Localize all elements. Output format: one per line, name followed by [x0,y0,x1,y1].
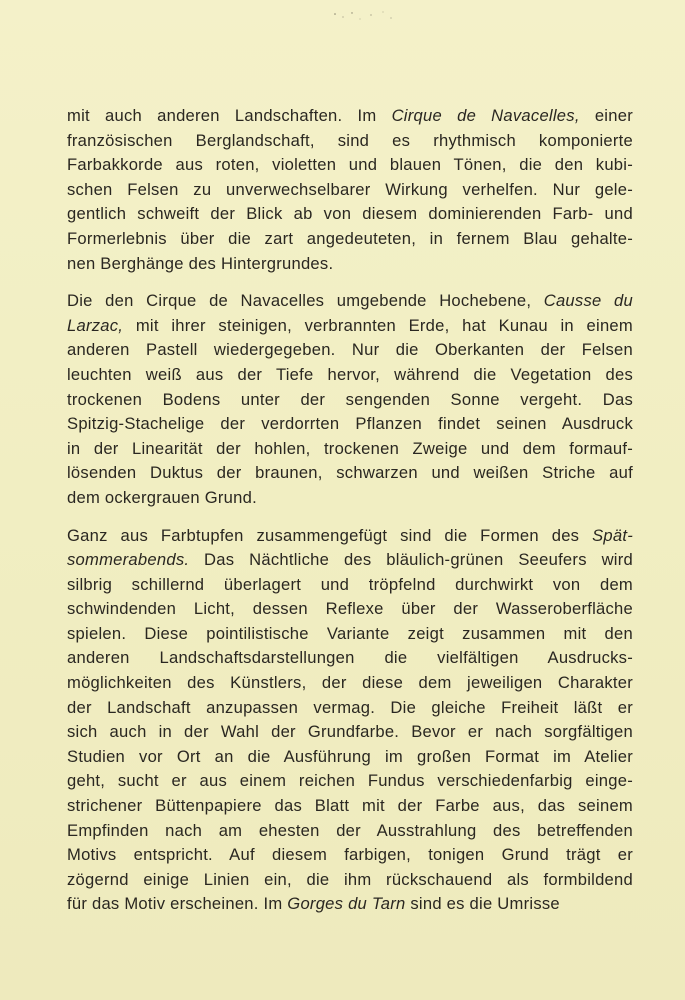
text-line [67,646,633,671]
text-segment: Ganz aus Farbtupfen zusammengefügt sind die Formen des [67,525,593,545]
paragraph [67,104,633,276]
text-line [67,314,633,339]
text-segment: silbrig schillernd überlagert und tröpfelnd durchwirkt von dem [67,574,633,594]
text-line [67,412,633,437]
text-line [67,622,633,647]
text-line [67,178,633,203]
paragraph [67,524,633,918]
text-segment: schen Felsen zu unverwechselbarer Wirkung verhelfen. Nur gele- [67,179,633,199]
text-segment: mit auch anderen Landschaften. Im [67,106,392,125]
text-segment: für das Motiv erscheinen. Im [67,894,288,914]
text-segment: möglichkeiten des Künstlers, der diese dem jeweiligen Charakter [67,673,633,693]
text-segment: Die den Cirque de Navacelles umgebende Hochebene, [67,291,544,311]
text-line [67,388,633,413]
text-segment: einer [579,106,633,125]
text-segment: lösenden Duktus der braunen, schwarzen und weißen Striche auf [67,463,633,483]
text-line [67,338,633,363]
text-segment: strichener Büttenpapiere das Blatt mit der Farbe aus, das seinem [67,796,633,816]
text-segment: Empfinden nach am ehesten der Ausstrahlung des betreffenden [67,820,633,840]
text-segment: Spitzig-Stachelige der verdorrten Pflanzen findet seinen Ausdruck [67,414,633,434]
text-line [67,892,633,917]
paragraph [67,289,633,510]
text-line [67,252,633,277]
text-line [67,745,633,770]
text-segment: spielen. Diese pointilistische Variante zeigt zusammen mit den [67,623,633,643]
text-line [67,104,633,129]
text-line [67,843,633,868]
text-segment: mit ihrer steinigen, verbrannten Erde, hat Kunau in einem [123,315,633,335]
text-line [67,548,633,573]
text-segment: Farbakkorde aus roten, violetten und blauen Tönen, die den kubi- [67,155,633,175]
text-line [67,819,633,844]
text-segment: zögernd einige Linien ein, die ihm rückschauend als formbildend [67,869,633,889]
text-line [67,227,633,252]
text-line [67,461,633,486]
text-line [67,597,633,622]
text-segment: trockenen Bodens unter der sengenden Sonne vergeht. Das [67,389,633,409]
text-line [67,696,633,721]
text-line [67,289,633,314]
text-segment: schwindenden Licht, dessen Reflexe über der Wasseroberfläche [67,599,633,619]
text-line [67,671,633,696]
text-segment: anderen Landschaftsdarstellungen die vielfältigen Ausdrucks- [67,648,633,668]
italic-title: Causse du [543,291,633,311]
text-segment: sich auch in der Wahl der Grundfarbe. Bevor er nach sorgfältigen [67,722,633,742]
paper-specks [325,8,405,24]
text-segment: geht, sucht er aus einem reichen Fundus verschiedenfarbig einge- [67,771,633,791]
text-line [67,573,633,598]
italic-title: Gorges du Tarn [287,894,406,914]
text-segment: Studien vor Ort an die Ausführung im großen Format im Atelier [67,746,633,766]
text-line [67,769,633,794]
text-segment: leuchten weiß aus der Tiefe hervor, während die Vegetation des [67,364,633,384]
text-segment: der Landschaft anzupassen vermag. Die gleiche Freiheit läßt er [67,697,633,717]
text-segment: Formerlebnis über die zart angedeuteten, in fernem Blau gehalte- [67,228,633,248]
text-line [67,868,633,893]
text-segment: anderen Pastell wiedergegeben. Nur die Oberkanten der Felsen [67,340,633,360]
text-segment: nen Berghänge des Hintergrundes. [67,253,334,273]
text-segment: gentlich schweift der Blick ab von diesem dominierenden Farb- und [67,204,633,224]
text-line [67,437,633,462]
italic-title: Larzac, [67,315,124,335]
text-line [67,720,633,745]
text-line [67,202,633,227]
body-text [67,104,633,930]
italic-title: sommerabends. [67,550,190,570]
text-line [67,486,633,511]
text-segment: Motivs entspricht. Auf diesem farbigen, tonigen Grund trägt er [67,845,633,865]
text-line [67,524,633,549]
text-segment: Das Nächtliche des bläulich-grünen Seeufers wird [189,550,633,570]
italic-title: Spät- [592,525,633,545]
text-line [67,794,633,819]
text-segment: sind es die Umrisse [405,894,560,914]
italic-title: Cirque de Navacelles, [391,106,580,125]
text-line [67,153,633,178]
text-segment: französischen Berglandschaft, sind es rhythmisch komponierte [67,130,633,150]
text-line [67,363,633,388]
text-line [67,129,633,154]
text-segment: dem ockergrauen Grund. [67,487,257,507]
text-segment: in der Linearität der hohlen, trockenen Zweige und dem formauf- [67,438,633,458]
